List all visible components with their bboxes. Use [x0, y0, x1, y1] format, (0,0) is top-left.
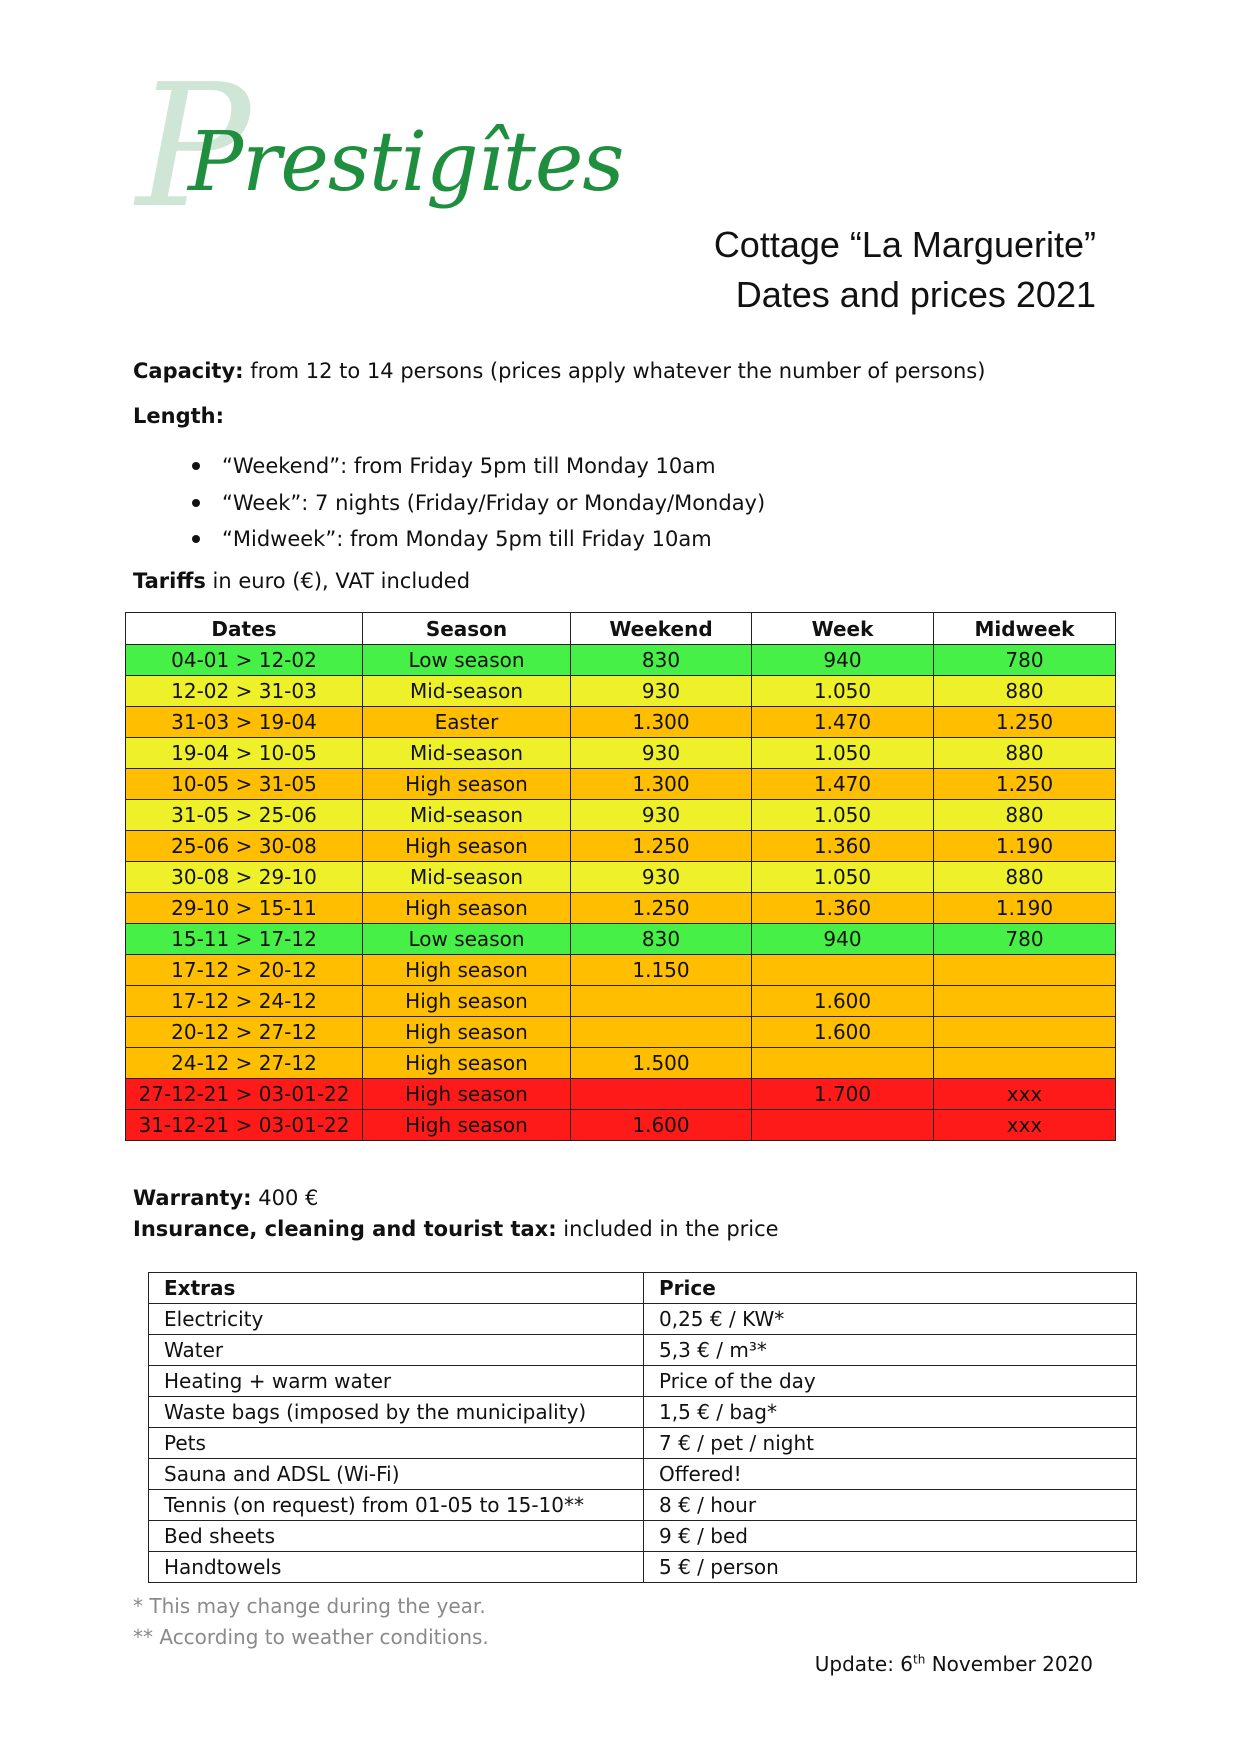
tariff-cell-season: High season: [363, 955, 571, 986]
tariff-cell-weekend: 930: [571, 862, 752, 893]
tariff-cell-week: 1.360: [752, 893, 934, 924]
update-superscript: th: [913, 1652, 926, 1667]
insurance-label: Insurance, cleaning and tourist tax:: [133, 1217, 557, 1241]
tariff-cell-midweek: 1.190: [934, 831, 1116, 862]
logo-wordmark: Prestigîtes: [188, 115, 624, 210]
tariff-cell-season: High season: [363, 831, 571, 862]
title-line-cottage: Cottage “La Marguerite”: [713, 224, 1096, 265]
tariff-cell-dates: 04-01 > 12-02: [126, 645, 363, 676]
extras-cell-price: 1,5 € / bag*: [644, 1397, 1137, 1428]
extras-cell-price: 0,25 € / KW*: [644, 1304, 1137, 1335]
tariff-cell-season: Easter: [363, 707, 571, 738]
tariff-cell-week: 1.050: [752, 862, 934, 893]
tariffs-body: [126, 645, 1116, 1141]
tariff-row: [126, 1048, 1116, 1079]
tariff-row: [126, 707, 1116, 738]
tariff-cell-season: High season: [363, 1110, 571, 1141]
tariff-row: [126, 862, 1116, 893]
tariff-cell-season: High season: [363, 769, 571, 800]
length-item-text: “Weekend”: from Friday 5pm till Monday 10am: [222, 454, 716, 478]
header-extras: Extras: [149, 1273, 644, 1304]
extras-row: [149, 1552, 1137, 1583]
tariff-cell-season: Mid-season: [363, 676, 571, 707]
extras-cell-price: 5 € / person: [644, 1552, 1137, 1583]
insurance-text: included in the price: [556, 1217, 779, 1241]
extras-cell-name: Tennis (on request) from 01-05 to 15-10**: [149, 1490, 644, 1521]
tariff-cell-dates: 29-10 > 15-11: [126, 893, 363, 924]
bullet-icon: [192, 535, 200, 543]
extras-header-row: [149, 1273, 1137, 1304]
extras-cell-price: 7 € / pet / night: [644, 1428, 1137, 1459]
tariff-row: [126, 769, 1116, 800]
tariffs-table: [125, 612, 1116, 1141]
tariff-cell-weekend: 930: [571, 676, 752, 707]
tariff-cell-weekend: 1.300: [571, 707, 752, 738]
tariff-cell-midweek: [934, 986, 1116, 1017]
tariff-cell-weekend: 1.250: [571, 893, 752, 924]
extras-row: [149, 1521, 1137, 1552]
capacity-text: from 12 to 14 persons (prices apply whatever the number of persons): [243, 359, 986, 383]
tariff-cell-weekend: 830: [571, 924, 752, 955]
capacity-line: [133, 357, 985, 385]
tariff-cell-midweek: [934, 1017, 1116, 1048]
tariff-cell-week: 1.600: [752, 986, 934, 1017]
tariff-row: [126, 831, 1116, 862]
extras-body: [149, 1304, 1137, 1583]
extras-row: [149, 1304, 1137, 1335]
extras-row: [149, 1490, 1137, 1521]
extras-cell-price: 5,3 € / m³*: [644, 1335, 1137, 1366]
bullet-icon: [192, 499, 200, 507]
tariff-cell-week: 1.700: [752, 1079, 934, 1110]
tariff-cell-midweek: 880: [934, 676, 1116, 707]
tariffs-intro: [133, 567, 470, 595]
tariff-cell-weekend: 1.250: [571, 831, 752, 862]
tariff-cell-weekend: 930: [571, 738, 752, 769]
header-price: Price: [644, 1273, 1137, 1304]
tariff-cell-season: High season: [363, 986, 571, 1017]
footnote-change: * This may change during the year.: [133, 1594, 486, 1618]
tariff-cell-week: 1.050: [752, 738, 934, 769]
tariff-cell-weekend: 1.150: [571, 955, 752, 986]
tariff-row: [126, 955, 1116, 986]
tariff-cell-weekend: 1.600: [571, 1110, 752, 1141]
tariff-cell-dates: 31-03 > 19-04: [126, 707, 363, 738]
footnote-weather: ** According to weather conditions.: [133, 1625, 489, 1649]
tariff-cell-weekend: 1.500: [571, 1048, 752, 1079]
tariff-cell-week: 1.360: [752, 831, 934, 862]
tariff-cell-dates: 17-12 > 24-12: [126, 986, 363, 1017]
insurance-line: [133, 1215, 779, 1243]
length-item: [190, 448, 765, 485]
extras-cell-name: Water: [149, 1335, 644, 1366]
tariff-cell-week: 1.600: [752, 1017, 934, 1048]
extras-cell-price: 8 € / hour: [644, 1490, 1137, 1521]
extras-cell-name: Pets: [149, 1428, 644, 1459]
tariff-cell-dates: 31-05 > 25-06: [126, 800, 363, 831]
document-title: [714, 220, 1096, 320]
length-list: [190, 448, 765, 558]
tariffs-label: Tariffs: [133, 569, 206, 593]
tariff-cell-weekend: 830: [571, 645, 752, 676]
tariff-cell-dates: 17-12 > 20-12: [126, 955, 363, 986]
tariff-cell-season: High season: [363, 1048, 571, 1079]
tariff-cell-dates: 20-12 > 27-12: [126, 1017, 363, 1048]
title-line-dates: Dates and prices 2021: [735, 274, 1096, 315]
tariff-cell-weekend: [571, 986, 752, 1017]
prestigites-logo: [128, 48, 668, 260]
tariff-row: [126, 893, 1116, 924]
tariff-cell-dates: 10-05 > 31-05: [126, 769, 363, 800]
tariff-cell-week: 940: [752, 924, 934, 955]
length-item-text: “Week”: 7 nights (Friday/Friday or Monday/Monday): [222, 490, 766, 515]
tariffs-header-row: [126, 613, 1116, 645]
update-suffix: November 2020: [925, 1652, 1093, 1676]
tariff-cell-dates: 19-04 > 10-05: [126, 738, 363, 769]
extras-cell-price: 9 € / bed: [644, 1521, 1137, 1552]
tariff-cell-midweek: 780: [934, 645, 1116, 676]
tariff-cell-midweek: [934, 1048, 1116, 1079]
tariff-cell-season: Low season: [363, 645, 571, 676]
tariff-cell-week: [752, 1110, 934, 1141]
tariff-cell-season: Low season: [363, 924, 571, 955]
tariff-cell-dates: 30-08 > 29-10: [126, 862, 363, 893]
extras-cell-price: Offered!: [644, 1459, 1137, 1490]
extras-cell-price: Price of the day: [644, 1366, 1137, 1397]
tariff-cell-midweek: xxx: [934, 1079, 1116, 1110]
tariff-row: [126, 986, 1116, 1017]
tariff-cell-midweek: 780: [934, 924, 1116, 955]
tariff-cell-midweek: 1.190: [934, 893, 1116, 924]
tariff-cell-midweek: xxx: [934, 1110, 1116, 1141]
header-dates: Dates: [126, 613, 363, 645]
tariff-cell-week: 940: [752, 645, 934, 676]
tariff-cell-midweek: 880: [934, 738, 1116, 769]
tariff-row: [126, 676, 1116, 707]
tariff-cell-weekend: 1.300: [571, 769, 752, 800]
tariff-cell-week: [752, 955, 934, 986]
extras-row: [149, 1459, 1137, 1490]
extras-cell-name: Waste bags (imposed by the municipality): [149, 1397, 644, 1428]
header-season: Season: [363, 613, 571, 645]
tariff-cell-week: 1.050: [752, 800, 934, 831]
extras-row: [149, 1335, 1137, 1366]
tariff-cell-week: [752, 1048, 934, 1079]
tariff-row: [126, 800, 1116, 831]
tariff-cell-dates: 31-12-21 > 03-01-22: [126, 1110, 363, 1141]
tariff-cell-season: Mid-season: [363, 862, 571, 893]
length-item: [190, 521, 765, 558]
warranty-line: [133, 1184, 318, 1212]
extras-cell-name: Handtowels: [149, 1552, 644, 1583]
extras-row: [149, 1428, 1137, 1459]
tariff-cell-dates: 12-02 > 31-03: [126, 676, 363, 707]
extras-table: [148, 1272, 1137, 1583]
tariff-cell-season: High season: [363, 1079, 571, 1110]
tariff-cell-season: Mid-season: [363, 800, 571, 831]
tariff-row: [126, 738, 1116, 769]
tariff-cell-weekend: [571, 1017, 752, 1048]
extras-row: [149, 1397, 1137, 1428]
tariff-cell-weekend: 930: [571, 800, 752, 831]
tariff-cell-dates: 24-12 > 27-12: [126, 1048, 363, 1079]
header-midweek: Midweek: [934, 613, 1116, 645]
bullet-icon: [192, 462, 200, 470]
tariff-cell-season: High season: [363, 1017, 571, 1048]
tariff-row: [126, 645, 1116, 676]
tariff-cell-midweek: 1.250: [934, 707, 1116, 738]
header-weekend: Weekend: [571, 613, 752, 645]
logo-ornament: P: [136, 48, 247, 246]
tariff-cell-midweek: 1.250: [934, 769, 1116, 800]
tariff-cell-midweek: 880: [934, 800, 1116, 831]
tariff-cell-week: 1.050: [752, 676, 934, 707]
warranty-label: Warranty:: [133, 1186, 252, 1210]
capacity-label: Capacity:: [133, 359, 244, 383]
tariff-row: [126, 924, 1116, 955]
tariff-cell-dates: 27-12-21 > 03-01-22: [126, 1079, 363, 1110]
length-item: [190, 485, 765, 522]
tariff-cell-dates: 15-11 > 17-12: [126, 924, 363, 955]
tariff-cell-season: Mid-season: [363, 738, 571, 769]
tariff-cell-midweek: 880: [934, 862, 1116, 893]
extras-cell-name: Bed sheets: [149, 1521, 644, 1552]
tariff-cell-weekend: [571, 1079, 752, 1110]
extras-cell-name: Heating + warm water: [149, 1366, 644, 1397]
update-date: [815, 1652, 1093, 1676]
extras-cell-name: Electricity: [149, 1304, 644, 1335]
tariff-row: [126, 1017, 1116, 1048]
warranty-text: 400 €: [251, 1186, 319, 1210]
tariff-row: [126, 1110, 1116, 1141]
header-week: Week: [752, 613, 934, 645]
extras-row: [149, 1366, 1137, 1397]
tariff-cell-dates: 25-06 > 30-08: [126, 831, 363, 862]
tariff-cell-week: 1.470: [752, 769, 934, 800]
length-item-text: “Midweek”: from Monday 5pm till Friday 10am: [222, 527, 712, 551]
tariffs-intro-text: in euro (€), VAT included: [205, 569, 471, 593]
tariff-row: [126, 1079, 1116, 1110]
tariff-cell-week: 1.470: [752, 707, 934, 738]
length-label: Length:: [133, 404, 224, 428]
tariff-cell-season: High season: [363, 893, 571, 924]
update-prefix: Update: 6: [814, 1652, 914, 1676]
extras-cell-name: Sauna and ADSL (Wi-Fi): [149, 1459, 644, 1490]
tariff-cell-midweek: [934, 955, 1116, 986]
